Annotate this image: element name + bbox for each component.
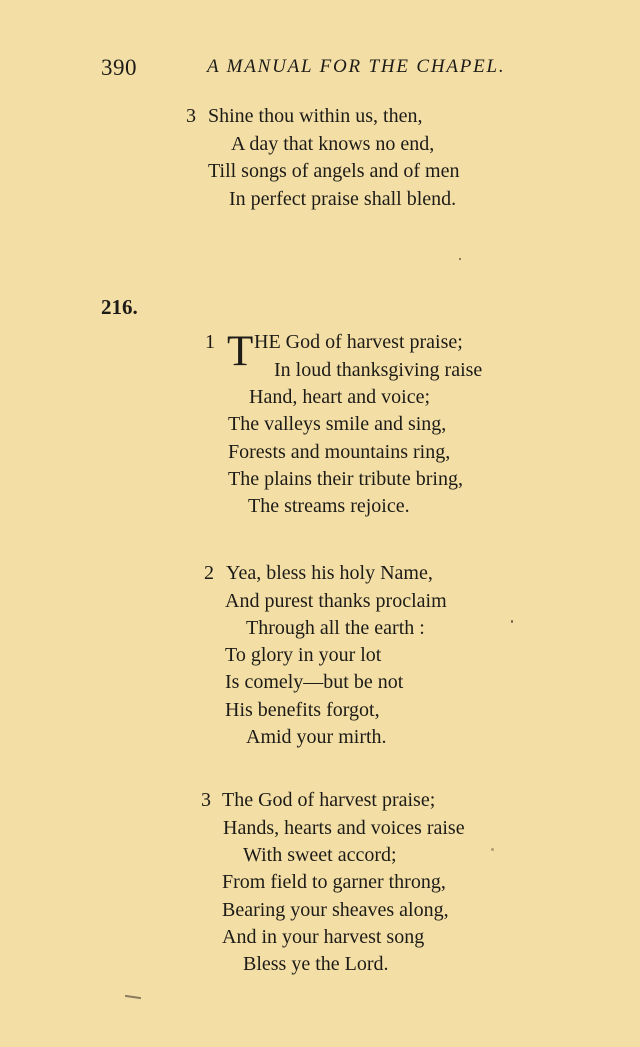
verse-line: Hand, heart and voice; <box>249 386 431 408</box>
verse-line: Is comely—but be not <box>225 671 404 693</box>
paper-speck <box>511 620 513 623</box>
verse-line: HE God of harvest praise; <box>254 331 463 353</box>
verse-line: The God of harvest praise; <box>222 789 436 811</box>
paper-speck <box>491 848 494 851</box>
verse-line: Amid your mirth. <box>246 726 387 748</box>
stanza-number: 3 <box>186 105 196 127</box>
verse-line: Bearing your sheaves along, <box>222 899 449 921</box>
paper-mark <box>125 995 141 999</box>
verse-line: The plains their tribute bring, <box>228 468 463 490</box>
verse-line: In loud thanksgiving raise <box>274 359 483 381</box>
stanza-number: 2 <box>204 562 214 584</box>
running-head: A MANUAL FOR THE CHAPEL. <box>207 56 506 77</box>
stanza-number: 3 <box>201 789 211 811</box>
verse-line: Through all the earth : <box>246 617 425 639</box>
verse-line: Till songs of angels and of men <box>208 160 460 182</box>
verse-line: His benefits forgot, <box>225 699 380 721</box>
verse-line: And purest thanks proclaim <box>225 590 447 612</box>
verse-line: Forests and mountains ring, <box>228 441 451 463</box>
verse-line: Yea, bless his holy Name, <box>226 562 433 584</box>
page-number: 390 <box>101 55 137 80</box>
verse-line: From field to garner throng, <box>222 871 446 893</box>
verse-line: Hands, hearts and voices raise <box>223 817 465 839</box>
stanza-number: 1 <box>205 331 215 353</box>
verse-line: To glory in your lot <box>225 644 382 666</box>
hymn-number: 216. <box>101 295 138 319</box>
verse-line: With sweet accord; <box>243 844 397 866</box>
verse-line: And in your harvest song <box>222 926 425 948</box>
verse-line: The streams rejoice. <box>248 495 410 517</box>
drop-cap: T <box>227 328 254 375</box>
verse-line: In perfect praise shall blend. <box>229 188 457 210</box>
verse-line: Shine thou within us, then, <box>208 105 423 127</box>
paper-speck <box>459 258 461 260</box>
verse-line: The valleys smile and sing, <box>228 413 447 435</box>
verse-line: Bless ye the Lord. <box>243 953 389 975</box>
verse-line: A day that knows no end, <box>231 133 435 155</box>
